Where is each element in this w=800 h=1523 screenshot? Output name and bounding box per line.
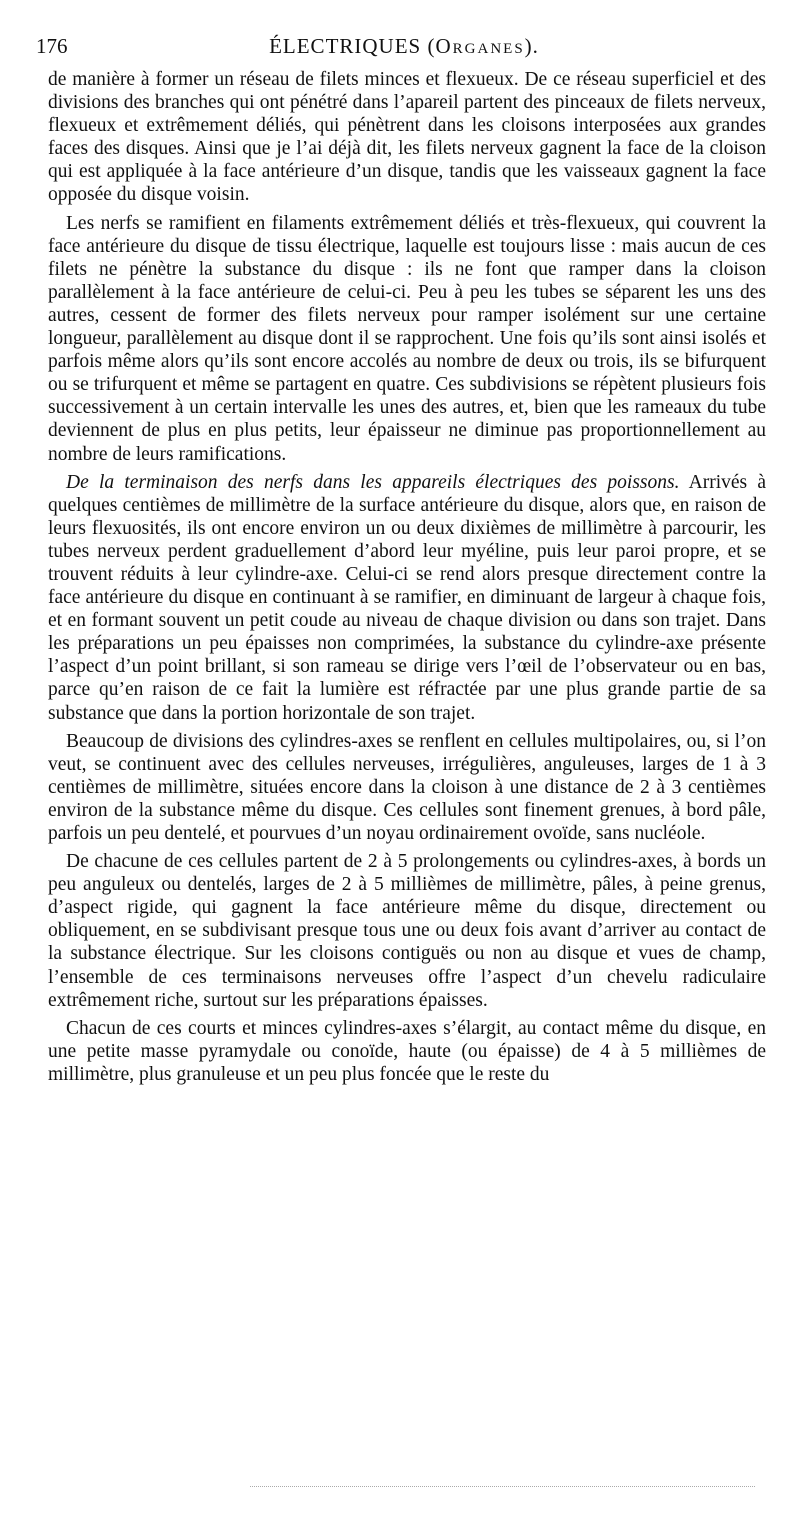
running-head: [36, 32, 772, 62]
paragraph-section-termination: [48, 471, 766, 725]
running-title-main: ÉLECTRIQUES (: [269, 34, 436, 58]
running-title-close: ).: [524, 34, 539, 58]
section-heading: De la terminaison des nerfs dans les appareils électriques des poissons.: [66, 471, 680, 493]
page-number: 176: [36, 34, 68, 58]
paragraph-prolongations: De chacune de ces cellules partent de 2 à 5 prolongements ou cylindres-axes, à bords un peu anguleux ou dentelés, larges de 2 à 5 millièmes de millimètre, pâles, à peine grenus, d’aspect rigide, qui gagnent la face antérieure même du disque, directement ou obliquement, en se subdivisant presque tous une ou deux fois avant d’arriver au contact de la substance électrique. Sur les cloisons contiguës ou non au disque et vues de champ, l’ensemble de ces terminaisons nerveuses offre l’aspect d’un chevelu radiculaire extrêmement riche, surtout sur les préparations épaisses.: [48, 851, 766, 1011]
paragraph-conoid-mass: Chacun de ces courts et minces cylindres-axes s’élargit, au contact même du disque, en une petite masse pyramydale ou conoïde, haute (ou épaisse) de 4 à 5 millièmes de millimètre, plus granuleuse et un peu plus foncée que le reste du: [48, 1017, 766, 1085]
running-title: [36, 32, 772, 60]
paragraph-nerves-ramify: Les nerfs se ramifient en filaments extrêmement déliés et très-flexueux, qui couvrent la face antérieure du disque de tissu électrique, laquelle est toujours lisse : mais aucun de ces filets ne pénètre la substance du disque : ils ne font que ramper dans la cloison parallèlement à la face antérieure de celui-ci. Peu à peu les tubes se séparent les uns des autres, cessent de former des filets nerveux pour ramper isolément sur une certaine longueur, parallèlement au disque dont il se rapprochent. Une fois qu’ils sont ainsi isolés et parfois même alors qu’ils sont encore accolés au nombre de deux ou trois, ils se bifurquent ou se trifurquent et même se partagent en quatre. Ces subdivisions se répètent plusieurs fois successivement à un certain intervalle les unes des autres, et, bien que les rameaux du tube deviennent de plus en plus petits, leur épaisseur ne diminue pas proportionnellement au nombre de leurs ramifications.: [48, 212, 766, 465]
footer-bleed-through: [250, 1486, 755, 1487]
body-text: [48, 68, 766, 1091]
paragraph-continuation: de manière à former un réseau de filets minces et flexueux. De ce réseau superficiel et des divisions des branches qui ont pénétré dans l’apareil partent des pinceaux de filets nerveux, flexueux et extrêmement déliés, qui pénètrent dans les cloisons interposées aux grandes faces des disques. Ainsi que je l’ai déjà dit, les filets nerveux gagnent la face de la cloison qui est appliquée à la face antérieure d’un disque, tandis que les vaisseaux gagnent la face opposée du disque voisin.: [48, 69, 766, 206]
section-text: Arrivés à quelques centièmes de millimètre de la surface antérieure du disque, alors que, en raison de leurs flexuosités, ils ont encore environ un ou deux dixièmes de millimètre à parcourir, les tubes nerveux perdent graduellement d’abord leur myéline, puis leur paroi propre, et se trouvent réduits à leur cylindre-axe. Celui-ci se rend alors presque directement contre la face antérieure du disque en continuant à se ramifier, en diminuant de largeur à chaque fois, et en formant souvent un petit coude au niveau de chaque division ou dans son trajet. Dans les préparations un peu épaisses non comprimées, la substance du cylindre-axe présente l’aspect d’un point brillant, si son rameau se dirige vers l’œil de l’observateur ou en bas, parce qu’en raison de ce fait la lumière est réfractée par une plus grande partie de sa substance que dans la portion horizontale de son trajet.: [48, 471, 766, 724]
running-title-small-caps: Organes: [435, 34, 525, 58]
paragraph-multipolar-cells: Beaucoup de divisions des cylindres-axes se renflent en cellules multipolaires, ou, si l’on veut, se continuent avec des cellules nerveuses, irrégulières, anguleuses, larges de 1 à 3 centièmes de millimètre, situées encore dans la cloison à une distance de 2 à 3 centièmes environ de la substance même du disque. Ces cellules sont finement grenues, à bord pâle, parfois un peu dentelé, et pourvues d’un noyau ordinairement ovoïde, sans nucléole.: [48, 730, 766, 844]
